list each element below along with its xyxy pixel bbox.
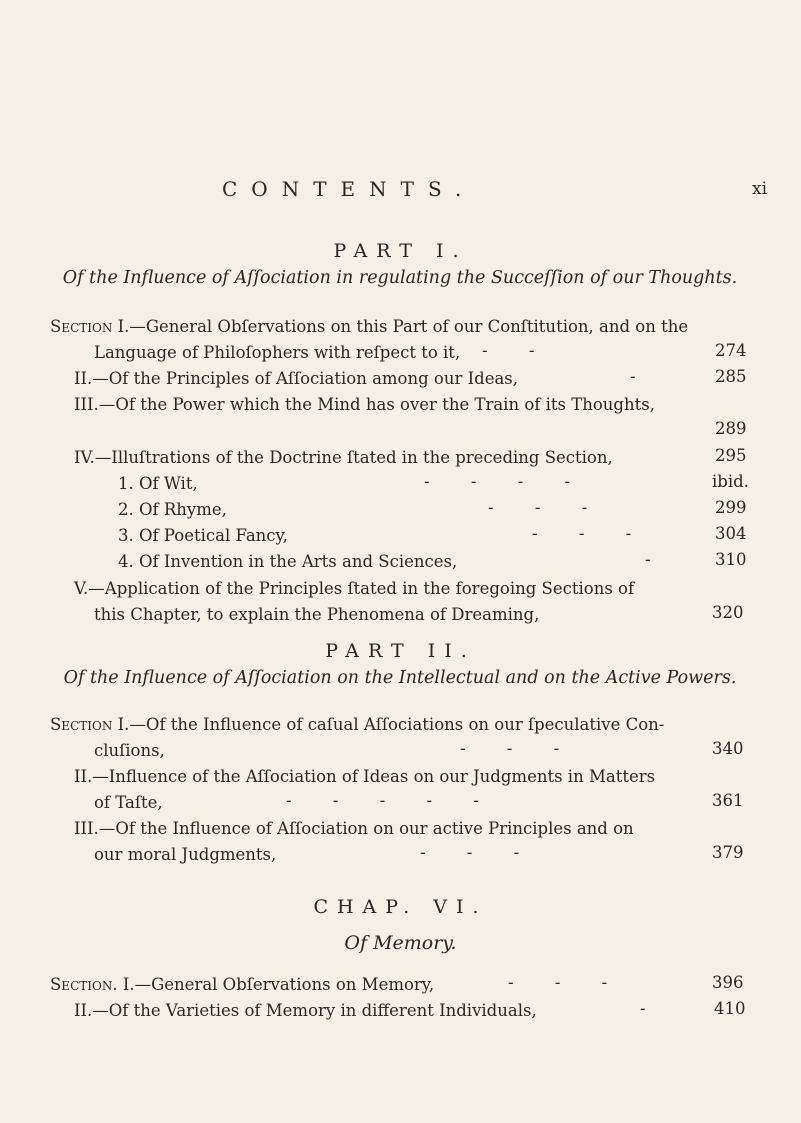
toc-entry — [74, 765, 655, 789]
leader-dashes: - - - — [488, 498, 606, 517]
page-ref: 361 — [712, 791, 744, 810]
page-ref: 396 — [712, 973, 744, 992]
part-1-subtitle: Of the Influence of Aſſociation in regulating the Succeſſion of our Thoughts. — [62, 268, 738, 288]
page-ref: 410 — [714, 999, 746, 1018]
leader-dashes: - - - - - — [286, 791, 497, 810]
section-label: II. — [74, 369, 93, 388]
page-ref: 295 — [715, 446, 747, 465]
entry-text: —Of the Principles of Aſſociation among our Ideas, — [92, 369, 519, 388]
leader-dashes: - - - - — [424, 472, 589, 491]
page-ref: ibid. — [712, 472, 749, 491]
entry-continuation: this Chapter, to explain the Phenomena of Dreaming, — [94, 605, 540, 624]
entry-text: —Illuſtrations of the Doctrine ſtated in the preceding Section, — [94, 448, 613, 467]
page-ref: 310 — [715, 550, 747, 569]
section-label: II. — [74, 767, 93, 786]
entry-continuation: of Taſte, — [94, 793, 163, 812]
entry-text: —Of the Power which the Mind has over the Train of its Thoughts, — [98, 395, 655, 414]
leader-dashes: - - - — [460, 739, 578, 758]
section-label: III. — [74, 395, 99, 414]
entry-text: —Influence of the Aſſociation of Ideas on our Judgments in Matters — [92, 767, 656, 786]
toc-entry — [74, 999, 537, 1023]
part-1-heading: PART I. — [333, 240, 468, 262]
page-header — [0, 177, 801, 207]
section-label: Section. I. — [50, 975, 135, 994]
toc-entry — [74, 577, 634, 601]
leader-dashes: - — [645, 550, 669, 569]
leader-dashes: - - - — [420, 843, 538, 862]
part-2-subtitle: Of the Influence of Aſſociation on the Intellectual and on the Active Powers. — [63, 668, 737, 688]
toc-subentry: 4. Of Invention in the Arts and Sciences, — [118, 552, 458, 571]
entry-text: —General Obſervations on this Part of our Conſtitution, and on the — [129, 317, 689, 336]
toc-subentry: 1. Of Wit, — [118, 474, 198, 493]
toc-entry — [50, 315, 688, 339]
section-label: Section I. — [50, 715, 130, 734]
section-label: III. — [74, 819, 99, 838]
chapter-6-heading: CHAP. VI. — [313, 896, 488, 918]
toc-entry — [74, 367, 518, 391]
page-ref: 304 — [715, 524, 747, 543]
chapter-6-subtitle: Of Memory. — [344, 932, 457, 954]
entry-continuation: cluſions, — [94, 741, 165, 760]
toc-entry — [74, 817, 634, 841]
page-ref: 274 — [715, 341, 747, 360]
contents-title: CONTENTS. — [222, 177, 476, 201]
section-label: V. — [74, 579, 89, 598]
toc-subentry: 3. Of Poetical Fancy, — [118, 526, 288, 545]
page-number: xi — [752, 179, 768, 199]
page-ref: 340 — [712, 739, 744, 758]
page-ref: 299 — [715, 498, 747, 517]
entry-text: —Of the Varieties of Memory in different Individuals, — [92, 1001, 537, 1020]
toc-entry — [74, 393, 655, 417]
toc-entry — [50, 713, 664, 737]
entry-continuation: Language of Philoſophers with reſpect to it, — [94, 343, 461, 362]
leader-dashes: - - - — [532, 524, 650, 543]
entry-text: —Of the Influence of caſual Aſſociations on our ſpeculative Con- — [129, 715, 665, 734]
section-label: Section I. — [50, 317, 130, 336]
section-label: II. — [74, 1001, 93, 1020]
entry-text: —Of the Influence of Aſſociation on our active Principles and on — [98, 819, 634, 838]
leader-dashes: - — [630, 367, 654, 386]
leader-dashes: - - — [482, 341, 553, 360]
page-ref: 320 — [712, 603, 744, 622]
page-ref: 289 — [715, 419, 747, 438]
toc-subentry: 2. Of Rhyme, — [118, 500, 227, 519]
entry-text: —Application of the Principles ſtated in the foregoing Sections of — [88, 579, 635, 598]
page-ref: 285 — [715, 367, 747, 386]
part-2-heading: PART II. — [325, 640, 476, 662]
page-ref: 379 — [712, 843, 744, 862]
entry-continuation: our moral Judgments, — [94, 845, 277, 864]
toc-entry — [74, 446, 613, 470]
toc-entry — [50, 973, 434, 997]
entry-text: —General Obſervations on Memory, — [134, 975, 435, 994]
leader-dashes: - — [640, 999, 664, 1018]
section-label: IV. — [74, 448, 95, 467]
leader-dashes: - - - — [508, 973, 626, 992]
